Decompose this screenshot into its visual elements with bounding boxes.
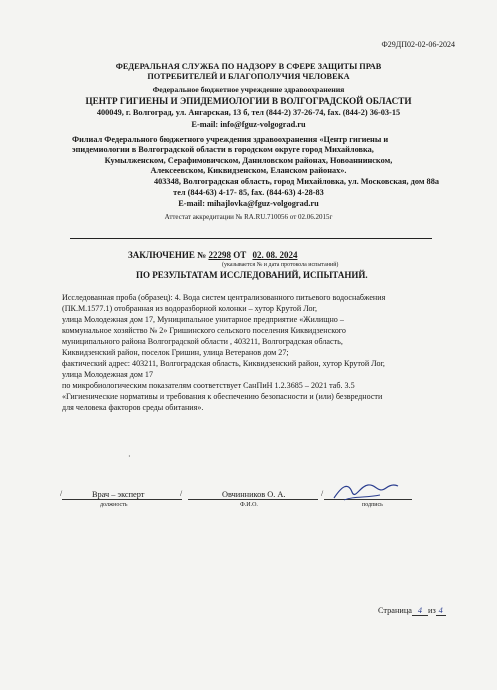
handwritten-signature [330,476,400,506]
branch-line-1: Филиал Федерального бюджетного учреждения здравоохранения «Центр гигиены и [72,135,389,144]
institution-email: E-mail: info@fguz-volgograd.ru [191,120,306,129]
branch-line-3: Кумылженском, Серафимовичском, Даниловском районах, Новоаннинском, [104,156,393,165]
body-line-1: Исследованная проба (образец): 4. Вода систем централизованного питьевого водоснабжения [62,293,386,302]
conclusion-date: 02. 08. 2024 [252,250,298,260]
name-line [188,499,318,500]
conclusion-from-label: ОТ [230,250,249,260]
institution-address: 400049, г. Волгоград, ул. Ангарская, 13 б, тел (844-2) 37-26-74, fax. (844-2) 36-03-15 [96,108,401,117]
branch-email: E-mail: mihajlovka@fguz-volgograd.ru [178,199,319,208]
branch-line-2: эпидемиологии в Волгоградской области в городском округе город Михайловка, [72,145,374,154]
sign-slash-1: / [60,489,63,498]
accreditation: Аттестат аккредитации № RA.RU.710056 от 02.06.2015г [164,213,333,221]
name-caption: Ф.И.О. [240,502,258,508]
conclusion-note: (указывается № и дата протокола испытаний) [222,262,339,268]
page-total: 4 [436,606,446,616]
sign-slash-2: / [180,489,183,498]
body-line-7: фактический адрес: 403211, Волгоградская область, Киквидзенский район, хутор Крутой Лог, [62,359,385,368]
conclusion-subtitle: ПО РЕЗУЛЬТАТАМ ИССЛЕДОВАНИЙ, ИСПЫТАНИЙ. [136,270,368,280]
conclusion-number: 22298 [208,250,231,260]
body-line-6: Киквидзенский район, поселок Гришин, улица Ветеранов дом 27; [62,348,289,357]
institution-type: Федеральное бюджетное учреждение здравоохранения [152,85,345,94]
branch-phone: тел (844-63) 4-17- 85, fax. (844-63) 4-28-83 [173,188,324,197]
body-line-11: для человека факторов среды обитания». [62,403,204,412]
agency-line-2: ПОТРЕБИТЕЛЕЙ И БЛАГОПОЛУЧИЯ ЧЕЛОВЕКА [147,72,350,81]
branch-address: 403348, Волгоградская область, город Михайловка, ул. Московская, дом 88а [153,177,439,186]
document-code: Ф29ДП02-02-06-2024 [381,40,455,49]
position-caption: должность [100,502,128,508]
header-divider [70,238,432,239]
page-indicator [378,606,446,616]
signer-position: Врач – эксперт [92,490,145,499]
body-line-3: улица Молодежная дом 17, Муниципальное унитарное предприятие «Жилищно – [62,315,344,324]
agency-line-1: ФЕДЕРАЛЬНАЯ СЛУЖБА ПО НАДЗОРУ В СФЕРЕ ЗАЩИТЫ ПРАВ [115,62,382,71]
body-line-10: «Гигиенические нормативы и требования к обеспечению безопасности и (или) безвредности [62,392,383,401]
stray-mark: · [128,452,131,461]
page-number: 4 [412,606,428,616]
page-label: Страница [378,606,412,615]
signature-caption: подпись [362,502,383,508]
institution-name: ЦЕНТР ГИГИЕНЫ И ЭПИДЕМИОЛОГИИ В ВОЛГОГРАДСКОЙ ОБЛАСТИ [85,96,412,106]
conclusion-title [128,250,297,260]
signer-name: Овчинников О. А. [222,490,286,499]
sign-slash-3: / [321,489,324,498]
branch-line-4: Алексеевском, Киквидзенском, Еланском районах». [150,166,347,175]
of-label: из [428,606,436,615]
body-line-5: муниципального района Волгоградской области , 403211, Волгоградская область, [62,337,343,346]
position-line [62,499,182,500]
body-line-8: улица Молодежная дом 17 [62,370,154,379]
conclusion-title-prefix: ЗАКЛЮЧЕНИЕ № [128,250,209,260]
body-line-9: по микробиологическим показателям соответствует СанПиН 1.2.3685 – 2021 таб. 3.5 [62,381,355,390]
body-line-2: (ПК.М.1577.1) отобранная из водоразборной колонки – хутор Крутой Лог, [62,304,317,313]
body-line-4: коммунальное хозяйство № 2» Гришинского сельского поселения Киквидзенского [62,326,346,335]
